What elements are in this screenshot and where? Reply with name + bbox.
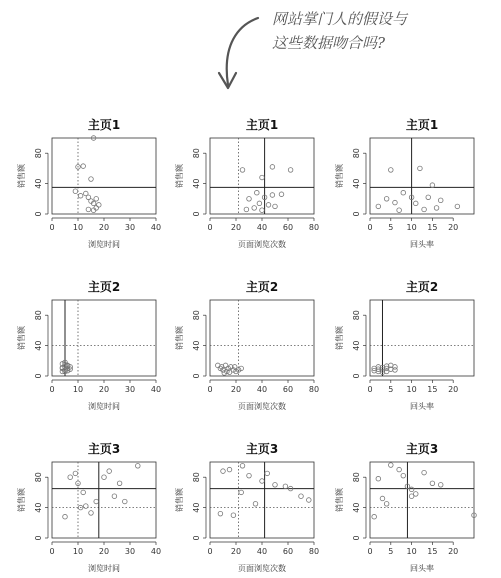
chart-1-2-point-14: [260, 208, 265, 213]
chart-3-3-ytick-label-2: 80: [352, 472, 361, 483]
chart-1-2-ylabel: 销售额: [175, 164, 184, 188]
chart-3-3-point-3: [401, 473, 406, 478]
chart-1-2-point-10: [266, 203, 271, 208]
chart-1-3-plot-frame: [370, 138, 474, 214]
chart-1-2-ytick-label-1: 40: [192, 178, 201, 189]
chart-1-3-point-14: [434, 206, 439, 211]
chart-1-2-xtick-label-3: 60: [282, 223, 294, 232]
chart-2-2-ytick-label-0: 0: [192, 373, 201, 379]
chart-1-1-xtick-label-0: 0: [49, 223, 55, 232]
chart-3-2-point-10: [307, 498, 312, 503]
chart-2-3-ytick-label-0: 0: [352, 373, 361, 379]
chart-3-2-point-5: [265, 471, 270, 476]
chart-1-3-xtick-label-1: 5: [388, 223, 394, 232]
chart-2-2-ytick-label-2: 80: [192, 310, 201, 321]
chart-1-2-point-7: [279, 192, 284, 197]
chart-3-2-ylabel: 销售额: [175, 488, 184, 512]
chart-3-1-point-6: [94, 499, 99, 504]
chart-1-1-ytick-label-1: 40: [34, 178, 43, 189]
chart-1-3-point-6: [438, 198, 443, 203]
chart-3-1-point-13: [63, 514, 68, 519]
chart-1-2-point-3: [260, 175, 265, 180]
chart-1-3-point-7: [384, 197, 389, 202]
chart-2-1-ytick-label-0: 0: [34, 373, 43, 379]
chart-1-1-point-6: [73, 189, 78, 194]
chart-1-3-point-5: [426, 195, 431, 200]
chart-2-2-xtick-label-0: 0: [207, 385, 213, 394]
chart-3-2-xlabel: 页面浏览次数: [238, 564, 286, 573]
chart-2-3-xtick-label-0: 0: [367, 385, 373, 394]
chart-1-3: [334, 117, 474, 249]
chart-3-2-xtick-label-3: 60: [282, 547, 294, 556]
chart-2-3-xtick-label-1: 5: [388, 385, 394, 394]
chart-3-3-point-12: [409, 494, 414, 499]
chart-3-1-ylabel: 销售额: [17, 488, 26, 512]
chart-3-3-xtick-label-1: 5: [388, 547, 394, 556]
chart-3-2-xtick-label-0: 0: [207, 547, 213, 556]
chart-2-3-xtick-label-2: 10: [406, 385, 417, 394]
chart-1-3-ytick-label-0: 0: [352, 211, 361, 217]
chart-3-1-plot-frame: [52, 462, 156, 538]
chart-1-2-point-1: [270, 165, 275, 170]
chart-1-1-xtick-label-1: 10: [72, 223, 84, 232]
chart-1-1: [16, 117, 161, 249]
chart-1-2-title: 主页1: [245, 118, 279, 132]
chart-2-2-xtick-label-1: 20: [230, 385, 242, 394]
chart-3-3-point-8: [430, 481, 435, 486]
chart-3-1-point-8: [107, 469, 112, 474]
chart-1-3-point-3: [401, 190, 406, 195]
chart-3-2-point-4: [260, 479, 265, 484]
chart-2-3-xlabel: 回头率: [410, 402, 434, 411]
chart-1-3-xtick-label-0: 0: [367, 223, 373, 232]
chart-3-3-xtick-label-4: 20: [448, 547, 459, 556]
chart-1-2-xtick-label-0: 0: [207, 223, 213, 232]
chart-1-3-xtick-label-4: 20: [448, 223, 459, 232]
chart-2-1-xtick-label-4: 40: [150, 385, 162, 394]
chart-1-1-point-5: [78, 193, 83, 198]
chart-3-2-point-6: [273, 483, 278, 488]
chart-3-3-point-5: [409, 487, 414, 492]
chart-3-1: [16, 441, 161, 573]
chart-2-2-xlabel: 页面浏览次数: [238, 402, 286, 411]
chart-2-1-xtick-label-2: 20: [98, 385, 110, 394]
chart-1-1-ylabel: 销售额: [17, 164, 26, 188]
chart-3-3-xlabel: 回头率: [410, 564, 434, 573]
chart-2-2: [174, 279, 319, 411]
chart-3-3-xtick-label-3: 15: [427, 547, 438, 556]
chart-3-1-ytick-label-2: 80: [34, 472, 43, 483]
chart-1-1-point-9: [94, 197, 99, 202]
chart-3-2-point-3: [247, 473, 252, 478]
chart-1-1-xlabel: 浏览时间: [88, 240, 120, 249]
chart-3-1-point-11: [123, 499, 128, 504]
chart-1-1-xtick-label-3: 30: [124, 223, 136, 232]
chart-3-3-point-0: [376, 476, 381, 481]
chart-2-3-ylabel: 销售额: [335, 326, 344, 350]
chart-3-3-point-10: [384, 502, 389, 507]
chart-3-2-point-12: [231, 513, 236, 518]
chart-3-2-point-0: [221, 469, 226, 474]
chart-1-2-point-11: [273, 204, 278, 209]
chart-2-1-xtick-label-0: 0: [49, 385, 55, 394]
chart-1-2-ytick-label-2: 80: [192, 148, 201, 159]
chart-1-2-xtick-label-2: 40: [256, 223, 268, 232]
chart-1-3-xtick-label-3: 15: [427, 223, 438, 232]
chart-1-2-point-4: [254, 190, 259, 195]
chart-1-3-xtick-label-2: 10: [406, 223, 417, 232]
chart-2-2-ytick-label-1: 40: [192, 340, 201, 351]
chart-2-3-plot-frame: [370, 300, 474, 376]
chart-3-1-xtick-label-1: 10: [72, 547, 84, 556]
chart-1-2-point-0: [240, 168, 245, 173]
chart-3-3: [334, 441, 476, 573]
chart-3-3-point-9: [438, 483, 443, 488]
chart-3-1-point-1: [73, 471, 78, 476]
chart-3-2-ytick-label-1: 40: [192, 502, 201, 513]
chart-2-1-xtick-label-3: 30: [124, 385, 136, 394]
chart-3-3-title: 主页3: [405, 442, 439, 456]
chart-3-3-point-2: [397, 467, 402, 472]
chart-1-2: [174, 117, 319, 249]
chart-1-3-ytick-label-2: 80: [352, 148, 361, 159]
chart-1-2-xtick-label-4: 80: [308, 223, 320, 232]
chart-2-1-ylabel: 销售额: [17, 326, 26, 350]
chart-1-3-point-10: [376, 204, 381, 209]
chart-3-2-point-14: [253, 502, 258, 507]
chart-3-1-point-14: [89, 511, 94, 516]
annotation-line-2: 这些数据吻合吗?: [272, 34, 386, 52]
chart-3-2-point-2: [240, 464, 245, 469]
chart-2-2-xtick-label-2: 40: [256, 385, 268, 394]
chart-3-2-xtick-label-1: 20: [230, 547, 242, 556]
chart-2-1-xtick-label-1: 10: [72, 385, 84, 394]
chart-2-2-plot-frame: [210, 300, 314, 376]
chart-3-2-xtick-label-2: 40: [256, 547, 268, 556]
chart-1-3-ytick-label-1: 40: [352, 178, 361, 189]
chart-1-3-point-12: [422, 207, 427, 212]
chart-3-2-point-1: [227, 467, 232, 472]
chart-3-2-plot-frame: [210, 462, 314, 538]
chart-1-1-point-11: [97, 203, 102, 208]
chart-2-2-xtick-label-4: 80: [308, 385, 320, 394]
chart-3-2-ytick-label-0: 0: [192, 535, 201, 541]
chart-2-2-title: 主页2: [245, 280, 279, 294]
chart-1-1-title: 主页1: [87, 118, 121, 132]
annotation-line-1: 网站掌门人的假设与: [272, 10, 408, 28]
chart-2-3-xtick-label-3: 15: [427, 385, 438, 394]
chart-3-1-xtick-label-3: 30: [124, 547, 136, 556]
chart-3-1-point-0: [68, 475, 73, 480]
chart-1-3-point-1: [418, 166, 423, 171]
chart-3-1-ytick-label-0: 0: [34, 535, 43, 541]
chart-3-1-xtick-label-0: 0: [49, 547, 55, 556]
chart-3-1-title: 主页3: [87, 442, 121, 456]
chart-2-3-ytick-label-2: 80: [352, 310, 361, 321]
chart-3-3-point-7: [422, 470, 427, 475]
chart-1-2-point-6: [270, 193, 275, 198]
chart-1-2-point-9: [257, 201, 262, 206]
chart-3-3-ylabel: 销售额: [335, 488, 344, 512]
chart-3-2-point-11: [218, 511, 223, 516]
chart-3-3-point-14: [372, 514, 377, 519]
chart-3-2-point-7: [283, 484, 288, 489]
chart-2-1-title: 主页2: [87, 280, 121, 294]
chart-3-1-xtick-label-2: 20: [98, 547, 110, 556]
chart-1-2-point-8: [247, 197, 252, 202]
chart-1-3-point-0: [389, 168, 394, 173]
chart-1-2-point-2: [288, 168, 293, 173]
chart-3-3-xtick-label-2: 10: [406, 547, 417, 556]
chart-1-3-point-11: [455, 204, 460, 209]
chart-2-1-ytick-label-2: 80: [34, 310, 43, 321]
chart-1-1-point-3: [89, 177, 94, 182]
chart-3-2-xtick-label-4: 80: [308, 547, 320, 556]
chart-1-1-xtick-label-2: 20: [98, 223, 110, 232]
chart-3-1-point-12: [136, 464, 141, 469]
chart-3-2: [174, 441, 319, 573]
chart-3-1-point-3: [81, 490, 86, 495]
chart-1-3-point-2: [430, 183, 435, 188]
chart-2-2-ylabel: 销售额: [175, 326, 184, 350]
chart-1-1-point-2: [81, 164, 86, 169]
chart-1-2-point-12: [244, 207, 249, 212]
chart-3-2-title: 主页3: [245, 442, 279, 456]
chart-1-3-title: 主页1: [405, 118, 439, 132]
chart-1-3-ylabel: 销售额: [335, 164, 344, 188]
chart-3-1-point-10: [117, 481, 122, 486]
chart-1-2-xtick-label-1: 20: [230, 223, 242, 232]
chart-1-3-point-9: [413, 201, 418, 206]
chart-1-1-ytick-label-2: 80: [34, 148, 43, 159]
chart-3-3-xtick-label-0: 0: [367, 547, 373, 556]
chart-1-3-xlabel: 回头率: [410, 240, 434, 249]
chart-1-2-plot-frame: [210, 138, 314, 214]
chart-1-1-point-13: [86, 207, 91, 212]
chart-2-1: [16, 279, 161, 411]
chart-3-2-point-9: [299, 494, 304, 499]
chart-2-1-xlabel: 浏览时间: [88, 402, 120, 411]
chart-1-3-point-13: [397, 208, 402, 213]
chart-2-2-xtick-label-3: 60: [282, 385, 294, 394]
chart-1-2-xlabel: 页面浏览次数: [238, 240, 286, 249]
chart-1-1-plot-frame: [52, 138, 156, 214]
chart-3-1-point-4: [84, 504, 89, 509]
chart-2-1-ytick-label-1: 40: [34, 340, 43, 351]
chart-3-1-point-7: [102, 475, 107, 480]
chart-2-3-title: 主页2: [405, 280, 439, 294]
chart-3-1-ytick-label-1: 40: [34, 502, 43, 513]
chart-2-3-xtick-label-4: 20: [448, 385, 459, 394]
chart-1-3-point-8: [393, 200, 398, 205]
chart-2-3: [334, 279, 474, 411]
chart-1-1-ytick-label-0: 0: [34, 211, 43, 217]
chart-3-1-xlabel: 浏览时间: [88, 564, 120, 573]
chart-1-2-ytick-label-0: 0: [192, 211, 201, 217]
chart-3-2-ytick-label-2: 80: [192, 472, 201, 483]
chart-3-1-point-9: [112, 494, 117, 499]
chart-3-1-xtick-label-4: 40: [150, 547, 162, 556]
chart-2-2-point-2: [223, 363, 228, 368]
chart-3-3-point-1: [389, 463, 394, 468]
chart-3-3-point-11: [380, 496, 385, 501]
chart-3-2-point-13: [239, 490, 244, 495]
chart-3-3-ytick-label-0: 0: [352, 535, 361, 541]
chart-2-3-ytick-label-1: 40: [352, 340, 361, 351]
chart-1-1-xtick-label-4: 40: [150, 223, 162, 232]
chart-1-2-point-13: [252, 206, 257, 211]
chart-3-3-ytick-label-1: 40: [352, 502, 361, 513]
